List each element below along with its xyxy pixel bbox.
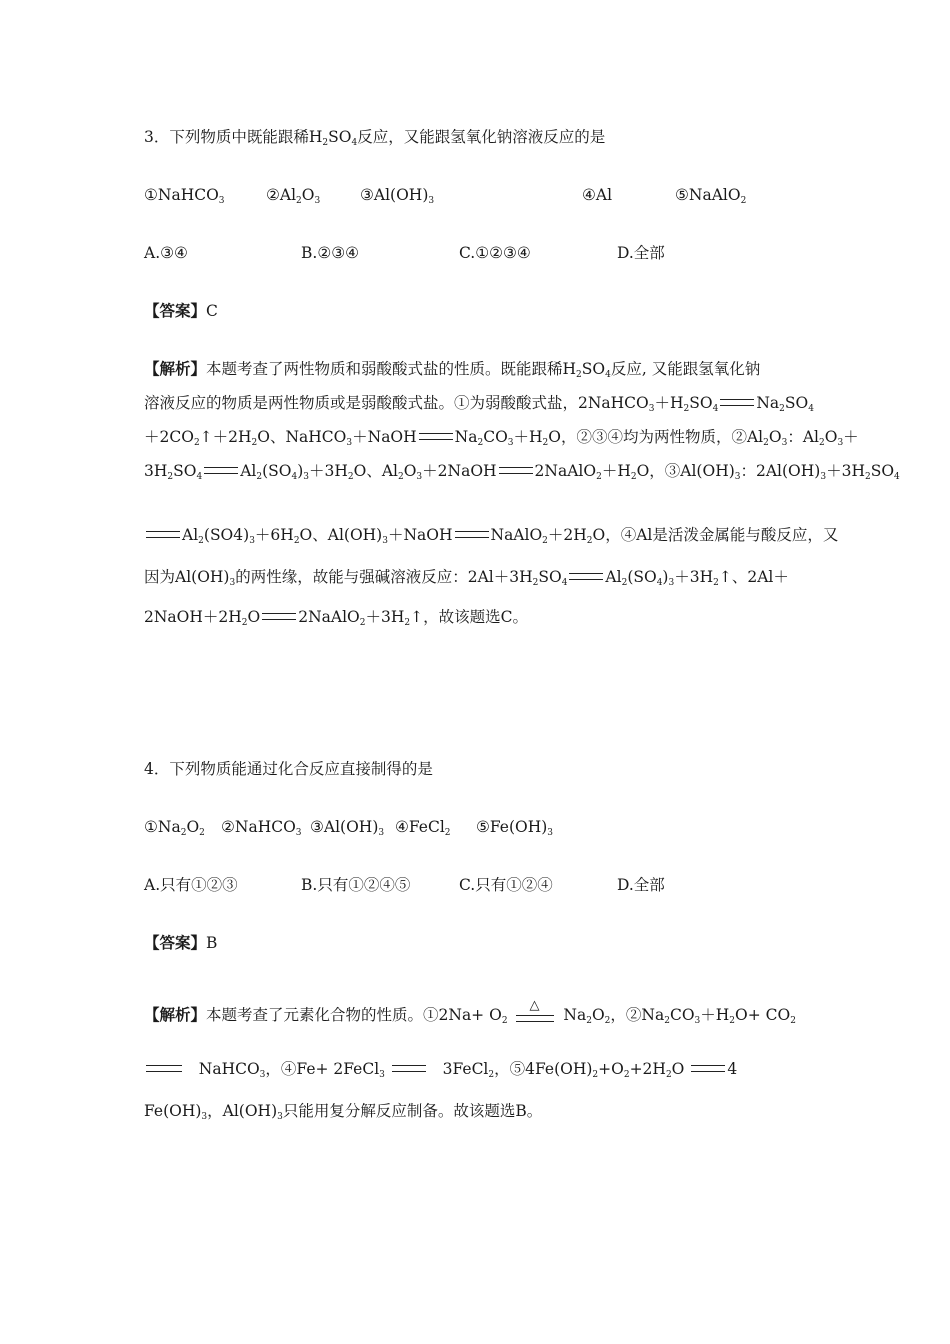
- q3-item-5: ⑤NaAlO$_2$: [675, 186, 747, 206]
- q4-choice-d: D.全部: [617, 876, 665, 894]
- q4-item-1: $①Na_2O_2$: [144, 818, 205, 838]
- q3-analysis-line-3: $+2CO_2↑+2H_2O$、NaHCO$_3$＋NaOH $Na_2CO_3+H_2O$，②③④均为两性物质，$②Al_2O_3$：$Al_2O_3+$: [144, 428, 859, 448]
- q4-item-2: ②NaHCO$_3$: [221, 818, 302, 838]
- q3-answer-value: C: [206, 302, 218, 320]
- heat-condition-icon: △: [516, 1011, 554, 1021]
- q3-choice-d: D.全部: [617, 244, 665, 262]
- q4-question: 4．下列物质能通过化合反应直接制得的是: [144, 760, 433, 778]
- q3-answer-label: 【答案】: [144, 301, 207, 320]
- q4-analysis-line-1: 【解析】本题考查了元素化合物的性质。①2Na+ $O_2$ △ $Na_2O_2$，$②Na_2CO_3+H_2O+ CO_2$: [144, 998, 796, 1026]
- q4-answer-value: B: [206, 934, 218, 952]
- q4-item-5: $⑤Fe(OH)_3$: [476, 818, 554, 838]
- q3-analysis-line-4: $3H_2SO_4$ $Al_2(SO_4)_3+3H_2O$、$Al_2O_3+2NaOH$ $2NaAlO_2+H_2O$，$③Al(OH)_3$：$2Al(OH)_3+3H_2SO_4$: [144, 462, 900, 482]
- q4-choice-a: A.只有①②③: [144, 876, 238, 894]
- q3-analysis-line-1: 【解析】本题考查了两性物质和弱酸酸式盐的性质。既能跟稀$H_2SO_4$反应, 又能跟氢氧化钠: [144, 359, 761, 380]
- q3-choice-c: C.①②③④: [459, 244, 531, 262]
- q4-answer-label: 【答案】: [144, 933, 207, 952]
- q3-item-4: ④Al: [582, 186, 613, 204]
- q3-item-1: ①NaHCO$_3$: [144, 186, 225, 206]
- q4-analysis-line-3: $Fe(OH)_3$，$Al(OH)_3$只能用复分解反应制备。故该题选B。: [144, 1102, 543, 1122]
- q3-item-2: $②Al_2O_3$: [266, 186, 321, 206]
- q4-answer: [144, 931, 217, 955]
- q3-choice-a: A.③④: [144, 244, 188, 262]
- q3-answer: [144, 299, 218, 323]
- q4-analysis-line-2: NaHCO$_3$，④Fe+ 2FeCl$_3$ 3FeCl$_2$，$⑤4Fe(OH)_2+O_2+2H_2O$ 4: [144, 1057, 737, 1081]
- q4-choice-c: C.只有①②④: [459, 876, 553, 894]
- q4-item-4: ④FeCl$_2$: [395, 818, 451, 838]
- q3-choice-b: B.②③④: [301, 244, 360, 262]
- q3-analysis-line-5: $Al_2(SO4)_3+6H_2O$、$Al(OH)_3+NaOH$ $NaAlO_2+2H_2O$，④Al是活泼金属能与酸反应，又: [144, 523, 838, 547]
- q4-item-3: $③Al(OH)_3$: [310, 818, 385, 838]
- q3-item-3: $③Al(OH)_3$: [360, 186, 435, 206]
- q3-analysis-line-7: $2NaOH+2H_2O$ $2NaAlO_2+3H_2↑$，故该题选C。: [144, 608, 528, 628]
- q3-analysis-line-6: 因为$Al(OH)_3$的两性缘，故能与强碱溶液反应：$2Al+3H_2SO_4$ $Al_2(SO_4)_3+3H_2↑$、2Al＋: [144, 568, 789, 588]
- q3-question: 3．下列物质中既能跟稀$H_2SO_4$反应，又能跟氢氧化钠溶液反应的是: [144, 128, 606, 148]
- q3-analysis-line-2: 溶液反应的物质是两性物质或是弱酸酸式盐。①为弱酸酸式盐，$2NaHCO_3+H_2SO_4$ $Na_2SO_4$: [144, 394, 814, 414]
- q4-choice-b: B.只有①②④⑤: [301, 876, 411, 894]
